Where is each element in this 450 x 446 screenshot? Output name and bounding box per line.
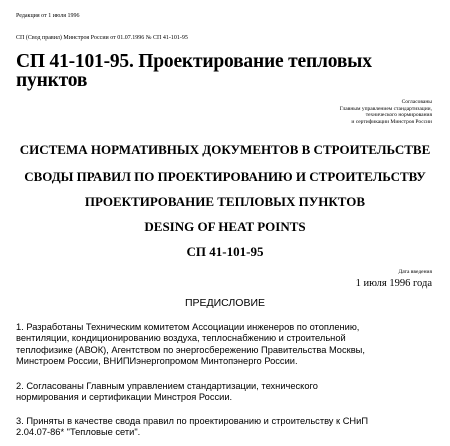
paragraph-line: нормирования и сертификации Минстроя России. xyxy=(16,392,233,403)
paragraph-line: вентиляции, кондиционированию воздуха, теплоснабжению и строительной xyxy=(16,333,346,344)
document-reference: СП (Свод правил) Минстроя России от 01.07.1996 № СП 41-101-95 xyxy=(16,35,188,41)
page-title xyxy=(16,52,436,90)
heading-design: ПРОЕКТИРОВАНИЕ ТЕПЛОВЫХ ПУНКТОВ xyxy=(84,194,366,209)
paragraph-line: теплофизике (АВОК), Агентством по энергосбережению Правительства Москвы, xyxy=(16,344,365,355)
heading-system: СИСТЕМА НОРМАТИВНЫХ ДОКУМЕНТОВ В СТРОИТЕЛЬСТВЕ xyxy=(19,142,431,157)
heading-english: DESING OF HEAT POINTS xyxy=(144,219,306,234)
approval-line: Согласованы xyxy=(401,99,432,105)
paragraph-line: 2. Согласованы Главным управлением стандартизации, технического xyxy=(16,381,318,391)
heading-rules: СВОДЫ ПРАВИЛ ПО ПРОЕКТИРОВАНИЮ И СТРОИТЕЛЬСТВУ xyxy=(24,169,426,184)
preface-title: ПРЕДИСЛОВИЕ xyxy=(184,297,266,309)
preface-paragraph-1 xyxy=(16,322,434,367)
paragraph-line: 3. Приняты в качестве свода правил по проектированию и строительству к СНиП xyxy=(16,416,368,426)
preface-paragraph-3 xyxy=(16,416,434,439)
heading-code: СП 41-101-95 xyxy=(186,244,264,259)
paragraph-line: 1. Разработаны Техническим комитетом Ассоциации инженеров по отоплению, xyxy=(16,322,360,332)
paragraph-line: Минстроем России, ВНИПИэнергопромом Минтопэнерго России. xyxy=(16,355,298,366)
intro-date: 1 июля 1996 года xyxy=(355,278,432,289)
approval-block xyxy=(242,99,432,125)
approval-line: Главным управлением стандартизации, xyxy=(339,105,432,112)
paragraph-line: 2.04.07-86* "Тепловые сети". xyxy=(16,427,141,438)
page-title-line: СП 41-101-95. Проектирование тепловых xyxy=(16,51,372,72)
approval-line: технического нормирования xyxy=(365,112,432,119)
edition-note: Редакция от 1 июля 1996 xyxy=(16,13,80,19)
approval-line: и сертификации Минстроя России xyxy=(351,118,432,125)
page-title-line: пунктов xyxy=(16,70,88,91)
preface-paragraph-2 xyxy=(16,381,434,404)
intro-date-label: Дата введения xyxy=(398,269,432,275)
